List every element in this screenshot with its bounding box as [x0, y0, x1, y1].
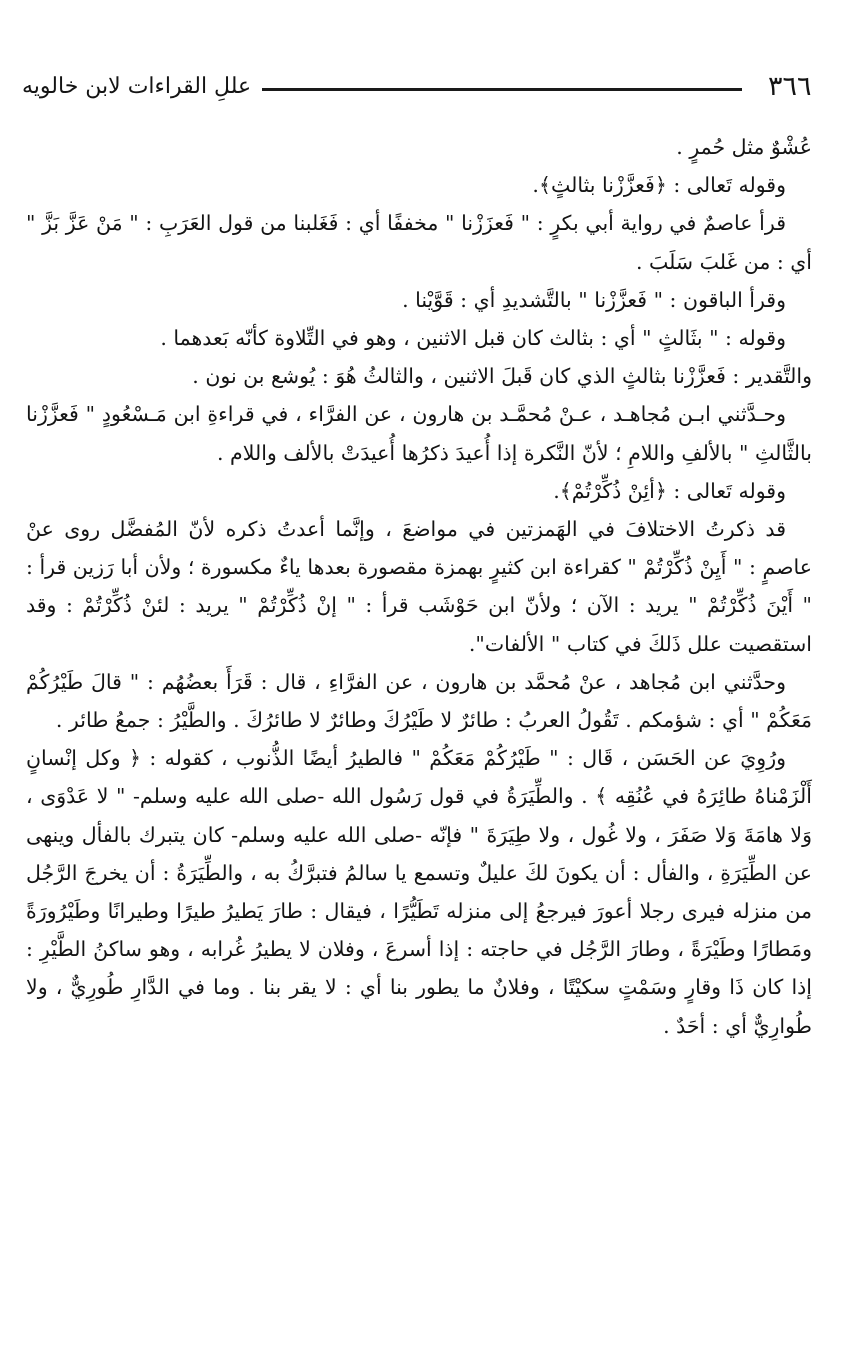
paragraph: والتَّقدير : فَعزَّزْنا بثالثٍ الذي كان قَبلَ الاثنين ، والثالثُ هُوَ : يُوشع بن نون .: [192, 364, 812, 389]
paragraph: وقوله تَعالى : ﴿فَعزَّزْنا بثالثٍ﴾.: [532, 173, 786, 198]
header-rule: [262, 88, 742, 91]
paragraph: قرأ عاصمٌ في رواية أبي بكرٍ : " فَعزَزْنا " مخففًا أي : فَغَلبنا من قول العَرَبِ : " مَنْ عَزَّ بَزَّ " أي : من غَلبَ سَلَبَ .: [26, 211, 812, 274]
paragraph: وقوله : " بثَالثٍ " أي : بثالث كان قبل الاثنين ، وهو في التِّلاوة كأنّه بَعدهما .: [160, 326, 786, 351]
paragraph: وقوله تَعالى : ﴿أئِنْ ذُكِّرْتُمْ﴾.: [553, 478, 786, 503]
paragraph: وحـدَّثني ابـن مُجاهـد ، عـنْ مُحمَّـد بن هارون ، عن الفرَّاء ، في قراءةِ ابن مَـسْعُودٍ " فَعزَّزْنا بالثَّالثِ " بالألفِ واللامِ ؛ لأنّ النَّكرة إذا أُعيدَ ذكرُها أُعيدَتْ بالألف واللام .: [26, 402, 812, 465]
paragraph: قد ذكرتُ الاختلافَ في الهَمزتين في مواضعَ ، وإنَّما أعدتُ ذكره لأنّ المُفضَّل روى عنْ عاصمٍ : " أَيِنْ ذُكِّرْتُمْ " كقراءة ابن كثيرٍ بهمزة مقصورة بعدها ياءٌ مكسورة ؛ ولأن أبا رَزين قرأ : " أَيْنَ ذُكِّرْتُمْ " يريد : الآن ؛ ولأنّ ابن حَوْشَب قرأ : " إنْ ذُكِّرْتُمْ " يريد : لئنْ ذُكِّرْتُمْ : وقد استقصيت علل ذَلكَ في كتاب " الألفات".: [26, 517, 812, 656]
paragraph: وحدَّثني ابن مُجاهد ، عنْ مُحمَّد بن هارون ، عن الفرَّاءِ ، قال : قَرَأَ بعضُهُم : " قالَ طَيْرُكُمْ مَعَكُمْ " أي : شؤمكم . تَقُولُ العربُ : طائرٌ لا طَيْرُكَ وطائرٌ لا طائرُكَ . والطَّيْرُ : جمعُ طائر .: [26, 669, 812, 733]
body-text: [26, 128, 812, 1045]
paragraph: وقرأ الباقون : " فَعزَّزْنا " بالتَّشديدِ أي : قَوَّيْنا .: [402, 287, 786, 312]
running-header: [0, 62, 855, 110]
book-title: عللِ القراءات لابن خالويه: [22, 74, 252, 99]
paragraph: ورُوِيَ عن الحَسَن ، قَال : " طَيْرُكُمْ مَعَكُمْ " فالطيرُ أيضًا الذُّنوب ، كقوله : ﴿ وكل إنْسانٍ أَلْزَمْناهُ طائِرَهُ في عُنُقِه ﴾ . والطِّيَرَةُ في قول رَسُول الله -صلى الله عليه وسلم- " لا عَدْوَى ، وَلا هامَةَ وَلا صَفَرَ ، ولا غُول ، ولا طِيَرَةَ " فإنّه -صلى الله عليه وسلم- كان يتبرك بالفأل وينهى عن الطِّيَرَةِ ، والفأل : أن يكونَ لكَ عليلٌ وتسمع يا سالمُ فتبرَّكُ به ، والطِّيَرَةُ : أن يخرجَ الرَّجُل من منزله فيرى رجلا أعورَ فيرجعُ إلى منزله تَطَيُّرًا ، فيقال : طارَ يَطيرُ طيرًا وطيرانًا وطَيْرُورَةً ومَطارًا وطَيْرَةً ، وطارَ الرَّجُل في حاجته : إذا أسرعَ ، وفلان لا يطيرُ غُرابه ، وهو ساكنُ الطَّيْرِ : إذا كان ذَا وقارٍ وسَمْتٍ سكيْتًا ، وفلانٌ ما يطور بنا أي : لا يقر بنا . وما في الدَّارِ طُورِيٌّ ، ولا طُوارِيٌّ أي : أحَدٌ .: [26, 746, 812, 1038]
page-number: ٣٦٦: [768, 71, 812, 102]
paragraph: عُشْوٌ مثل حُمرٍ .: [676, 135, 812, 159]
